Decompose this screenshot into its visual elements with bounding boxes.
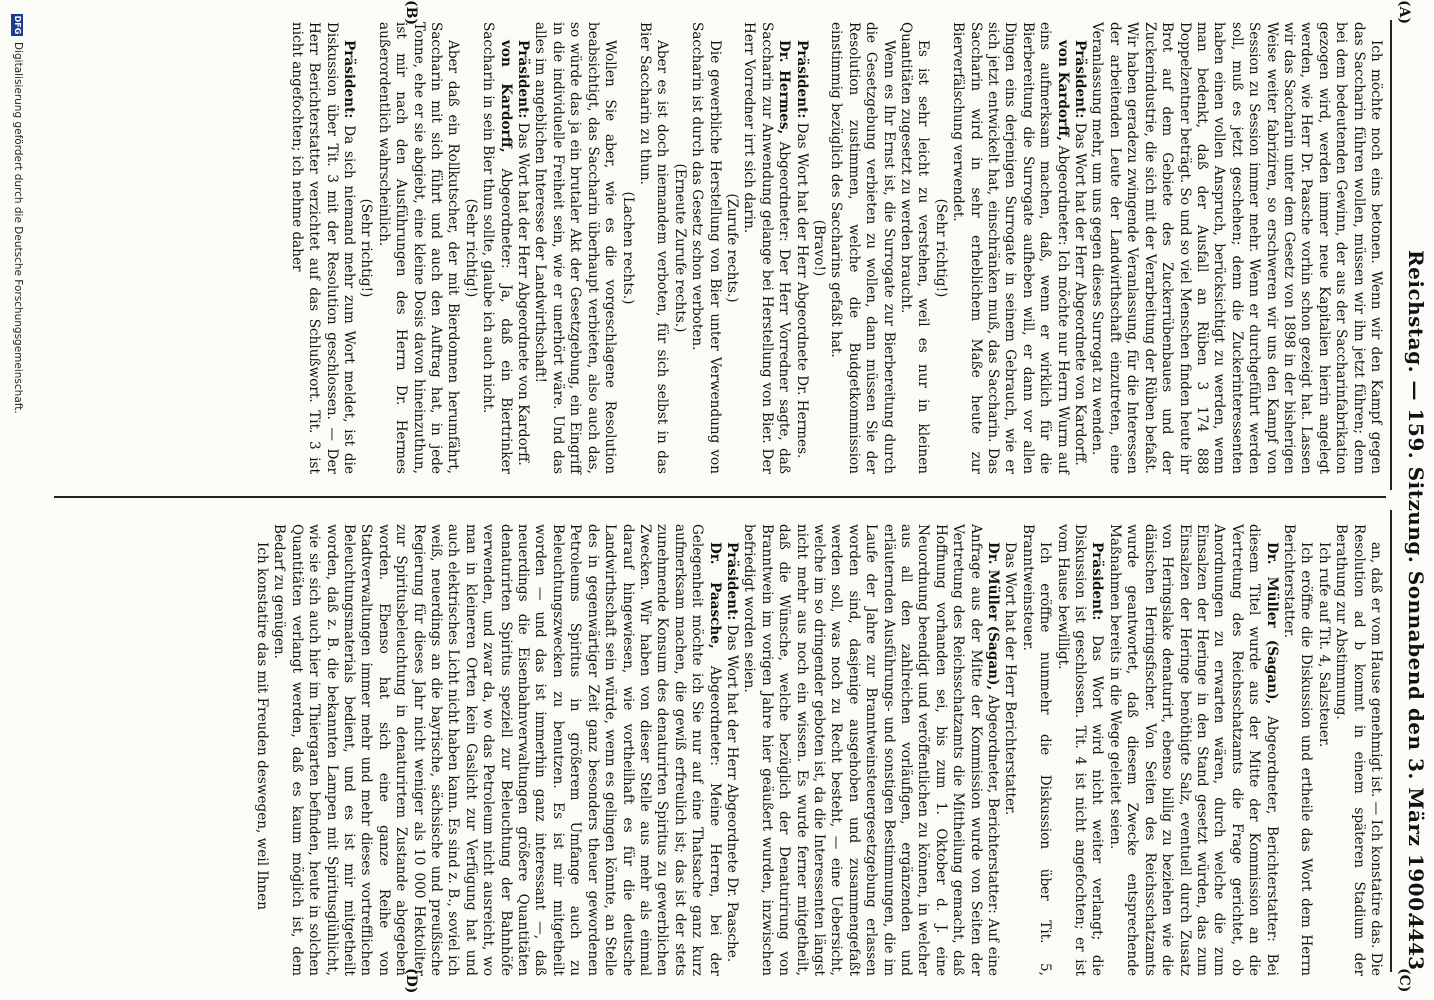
speech-paragraph (514, 22, 531, 474)
paragraph (827, 22, 897, 474)
paragraph-text: Es ist sehr leicht zu verstehen, weil es nur in kleinen Quantitäten zugesetzt zu werden braucht. (898, 22, 932, 474)
paragraph (1001, 524, 1018, 976)
speaker-name: Präsident: (515, 40, 532, 119)
paragraph (1280, 524, 1315, 976)
paragraph-text: Ich eröffne nunmehr die Diskussion über Tit. 5, Branntweinsteuer. (1019, 524, 1054, 976)
dfg-logo: DFG (13, 15, 22, 35)
speech-paragraph (949, 22, 1071, 474)
paragraph-text: Das Wort hat der Herr Abgeordnete von Kardorff. (1072, 122, 1089, 466)
interjection: (Lachen rechts.) (619, 191, 636, 305)
left-column (287, 22, 1384, 474)
paragraph-text: Abgeordneter: Ich möchte nur Herrn Wurm auf eins aufmerksam machen, daß, wenn er wirklich für die Bierbereitung die Surrogate aufheben will, er dann vor allen Dingen eins derjenigen Surrogate in seinem Gebrauch, wie er sich jetzt entwickelt hat, einschränken muß, das Saccharin. Das Saccharin wird in sehr erheblichem Maße heute zur Bierverfälschung verwendet. (950, 22, 1071, 474)
page-number: 4443 (1404, 914, 1428, 970)
paragraph (1018, 524, 1053, 976)
speech-paragraph (479, 22, 514, 474)
header-rule-right (1390, 510, 1392, 972)
paragraph (636, 22, 671, 474)
paragraph-text: Das Wort hat der Herr Abgeordnete von Kardorff. (515, 122, 532, 466)
paragraph (253, 524, 270, 976)
paragraph-text: Das Wort hat der Herr Abgeordnete Dr. Hermes. (793, 122, 810, 459)
speaker-name: Dr. Müller (Sagan), (985, 542, 1002, 691)
speaker-name: Dr. Müller (Sagan), (1263, 542, 1280, 705)
paragraph-text: Ich eröffne die Diskussion und ertheile das Wort dem Herrn Berichterstatter. (1280, 524, 1315, 976)
paragraph-text: Abgeordneter, Berichterstatter: Bei diesem Titel wurde aus der Mitte der Kommission an die Vertretung des Reichsschatzamts die Frage gerichtet, ob Anordnungen zu erwarten wären, durch welche die zum Einsalzen der Heringe in den Stand gesetzt würden, das zum Einsalzen der Heringe benöthigte Salz, eventuell durch Zusatz von Heringslake denaturirt, ebenso billig zu beziehen wie die dänischen Heringsfischer. Von Seiten des Reichsschatzamts wurde geantwortet, daß diesem Zwecke entsprechende Maßnahmen bereits in die Wege geleitet seien. (1106, 524, 1280, 977)
speech-paragraph (740, 524, 1001, 976)
speech-paragraph (723, 524, 740, 976)
speaker-name: Präsident: (793, 40, 810, 119)
digitization-credit: Digitalisierung gefördert durch die Deutsche Forschungsgemeinschaft. (12, 42, 24, 414)
page-header (1394, 20, 1428, 970)
right-column (253, 524, 1384, 976)
paragraph-text: Da sich niemand mehr zum Wort meldet, ist die Diskussion über Tit. 3 mit der Resolution geschlossen. — Der Herr Berichterstatter verzichtet auf das Schlußwort. Tit. 3 ist nicht angefochten; ich nehme daher (288, 22, 358, 475)
running-title: Reichstag. — 159. Sitzung. Sonnabend den 3. März 1900. (1404, 250, 1428, 919)
footer (6, 0, 24, 1000)
paragraph-text: Aber es ist doch niemandem verboten, für sich selbst in das Bier Saccharin zu thun. (636, 22, 671, 474)
interjection: (Erneute Zurufe rechts.) (671, 163, 688, 333)
interjection: (Zurufe rechts.) (723, 193, 740, 303)
speaker-name: Präsident: (1089, 542, 1106, 621)
paragraph-text: Ich konstatire das mit Freuden deswegen, weil Ihnen (254, 542, 270, 911)
speaker-name: Präsident: (723, 542, 740, 621)
speaker-name: Präsident: (341, 40, 358, 119)
speech-paragraph (792, 22, 809, 474)
margin-mark-d: (D) (403, 968, 419, 994)
header-rule-left (1390, 20, 1392, 490)
paragraph-text: Das Wort wird nicht weiter verlangt; die Diskussion ist geschlossen. Tit. 4 ist nicht angefochten; er ist vom Hause bewilligt. (1054, 524, 1106, 976)
speech-paragraph (1071, 22, 1088, 474)
paragraph-text: Ich rufe auf Tit. 4, Salzsteuer. (1315, 542, 1332, 748)
paragraph-text: an, daß er vom Hause genehmigt ist. — Ich konstatire das. Die Resolution ad b kommt in einem späteren Stadium der Berathung zur Abstimmung. (1333, 524, 1384, 976)
speech-paragraph (1053, 524, 1105, 976)
paragraph-text: Das Wort hat der Herr Abgeordnete Dr. Paasche. (723, 624, 740, 963)
paragraph-text: Wenn es Ihr Ernst ist, die Surrogate zur Bierbereitung durch die Gesetzgebung verbieten zu wollen, dann müssen Sie der Resolution zustimmen, welche die Budgetkommission einstimmig bezüglich des Saccharins gefaßt hat. (828, 22, 897, 474)
paragraph (1314, 524, 1331, 976)
speaker-name: von Kardorff, (1054, 40, 1071, 142)
paragraph-text: Aber daß ein Rollkutscher, der mit Bierdonnen herumfährt, Saccharin mit sich führt und auch den Auftrag hat, in jede Tonne, ehe er sie abgiebt, eine kleine Dosis davon hineinzuthun, ist mir nach den Ausführungen des Herrn Dr. Hermes außerordentlich wahrscheinlich. (375, 22, 462, 474)
paragraph-text: Abgeordneter: Meine Herren, bei der Gelegenheit möchte ich Sie nur auf eine Thatsache ganz kurz aufmerksam machen, die gewiß erfreulich ist; das ist der stets zunehmende Konsum des denaturirten Spiritus zu gewerblichen Zwecken. Wir haben von dieser Stelle aus mehr als einmal darauf hingewiesen, wie vortheilhaft es für die deutsche Landwirthschaft sein würde, wenn es gelingen könnte, an Stelle des in gegenwärtiger Zeit ganz besonders theuer gewordenen Petroleums Spiritus in größerem Umfange auch zu Beleuchtungszwecken zu benutzen. Es ist mir mitgetheilt worden — und das ist immerhin ganz interessant —, daß neuerdings die Eisenbahnverwaltungen größere Quantitäten denaturirten Spiritus speziell zur Beleuchtung der Bahnhöfe verwenden, und zwar da, wo das Petroleum nicht ausreicht, wo man in kleineren Orten kein Gaslicht zur Verfügung hat und auch elektrisches Licht nicht haben kann. Es sind z. B., soviel ich weiß, neuerdings an die bayrische, sächsische und preußische Regierung für dieses Jahr nicht weniger als 10 000 Hektoliter zur Spiritusbeleuchtung in denaturirtem Zustande abgegeben worden. Ebenso hat sich eine ganze Reihe von Stadtverwaltungen immer mehr und mehr dieses vortrefflichen Beleuchtungsmaterials bedient, und es ist mir mitgetheilt worden, daß z. B. die bekannten Lampen mit Spiritusglühlicht, wie sie sich auch hier im Thiergarten befinden, heute in solchen Quantitäten verlangt werden, daß es kaum möglich ist, dem Bedarf zu genügen. (271, 524, 723, 976)
speech-paragraph (740, 22, 792, 474)
interjection: (Sehr richtig!) (462, 198, 479, 298)
paragraph (374, 22, 461, 474)
column-divider (54, 496, 1386, 498)
interjection: (Sehr richtig!) (932, 198, 949, 298)
paragraph (688, 22, 723, 474)
paragraph (1088, 22, 1384, 474)
speech-paragraph (287, 22, 357, 474)
paragraph-text: Die gewerbliche Herstellung von Bier unter Verwendung von Saccharin ist durch das Gesetz schon verboten. (689, 22, 723, 474)
paragraph-text: Das Wort hat der Herr Berichterstatter. (1002, 542, 1019, 816)
margin-mark-c: (C) (1396, 968, 1412, 993)
margin-mark-a: (A) (1396, 0, 1412, 25)
speaker-name: Präsident: (1072, 40, 1089, 119)
speaker-name: Dr. Hermes, (776, 40, 793, 135)
paragraph (531, 22, 618, 474)
speech-paragraph (270, 524, 723, 976)
paragraph-text: Wollen Sie aber, wie es die vorgeschlagene Resolution beabsichtigt, das Saccharin überhaupt verbieten, also auch das, so würde das ja ein brutaler Akt der Gesetzgebung, ein Eingriff in die individuelle Freiheit sein, wie er unerhört wäre. Und das alles im angeblichen Interesse der Landwirthschaft! (532, 22, 619, 474)
margin-mark-b: (B) (403, 0, 419, 26)
paragraph-text: Abgeordneter: Der Herr Vorredner sagte, daß Saccharin zur Anwendung gelange bei Herstellung von Bier. Der Herr Vorredner irrt sich darin. (741, 22, 793, 474)
interjection: (Bravo!) (811, 219, 827, 277)
paragraph (897, 22, 932, 474)
paragraph (1332, 524, 1384, 976)
speaker-name: Dr. Paasche, (706, 542, 723, 649)
paragraph-text: Ich möchte noch eins betonen. Wenn wir den Kampf gegen das Saccharin führen wollen, müssen wir ihn jetzt führen; denn bei dem bedeutenden Gewinn, der aus der Saccharinfabrikation gezogen wird, werden immer neue Kapitalien hierin angelegt werden, wie Herr Dr. Paasche vorhin schon gezeigt hat. Lassen wir das Saccharin unter dem Gesetz von 1898 in der bisherigen Weise weiter fabriziren, so erschweren wir uns den Kampf von Session zu Session immer mehr. Wenn er durchgeführt werden soll, muß es jetzt geschehen; denn die Zuckerinteressenten haben einen vollen Anspruch, berücksichtigt zu werden, wenn man bedenkt, daß der Ausfall an Rüben 3 174 888 Doppelzentner beträgt. So und so viel Menschen finden heute ihr Brot auf dem Gebiete des Zuckerrübenbaues und der Zuckerindustrie, die sich mit der Verarbeitung der Rüben befaßt. Wir haben geradezu zwingende Veranlassung, für die Interessen der arbeitenden Leute der Landwirthschaft einzutreten, eine Veranlassung mehr, um uns gegen dieses Surrogat zu wenden. (1089, 22, 1384, 474)
speech-paragraph (1106, 524, 1280, 976)
paragraph-text: Abgeordneter, Berichterstatter: Auf eine Anfrage aus der Mitte der Kommission wurde von Seiten der Vertretung des Reichsschatzamts die Mittheilung gemacht, daß Hoffnung vorhanden sei, bis zum 1. Oktober d. J. eine Neuordnung beendigt und veröffentlichen zu können, in welcher aus all den zahlreichen vorläufigen, ergänzenden und erläuternden Ausführungs- und sonstigen Bestimmungen, die im Laufe der Jahre zur Branntweinsteuergesetzgebung erlassen worden sind, dasjenige ausgehoben und zusammengefaßt werden soll, was noch zu Recht besteht, — eine Uebersicht, welche im so dringender geboten ist, da die Interessenten längst nicht mehr aus noch ein wissen. Es wurde ferner mitgetheilt, daß die Wünsche, welche bezüglich der Denaturirung von Branntwein im vorigen Jahre hier geäußert wurden, inzwischen befriedigt worden seien. (741, 524, 1002, 977)
speaker-name: von Kardorff, (497, 40, 514, 153)
paragraph-text: Abgeordneter: Ja, daß ein Biertrinker Saccharin in sein Bier thun sollte, glaube ich auch nicht. (480, 22, 514, 475)
interjection: (Sehr richtig!) (358, 198, 375, 298)
